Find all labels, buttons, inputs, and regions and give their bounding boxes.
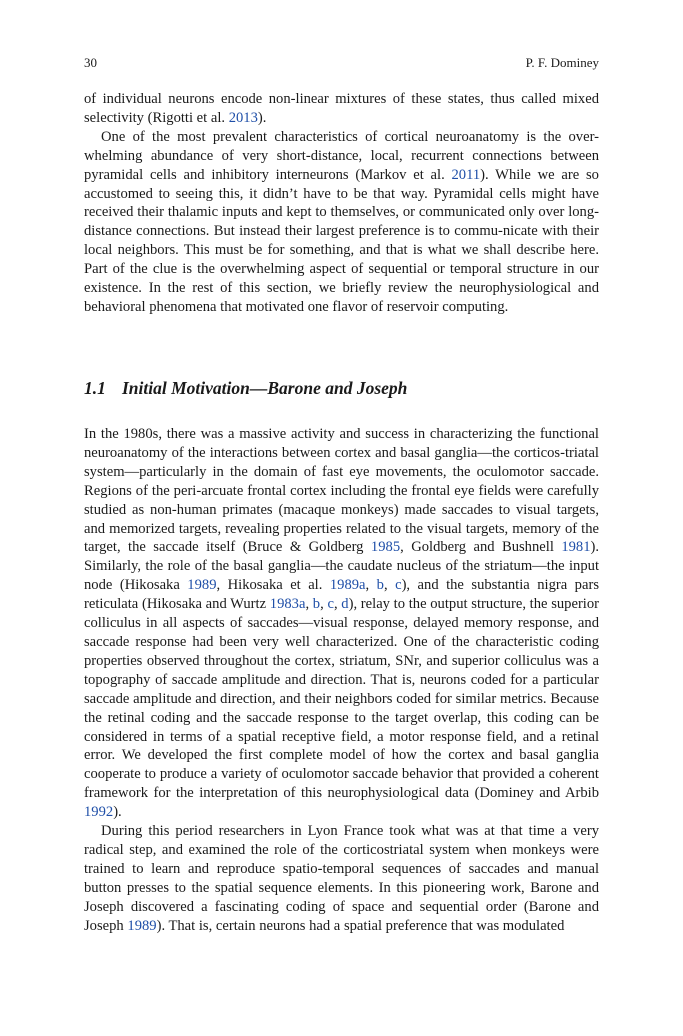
citation-link[interactable]: 2013 <box>228 109 258 126</box>
citation-link[interactable]: c <box>395 577 402 594</box>
citation-link[interactable]: 1989 <box>187 577 217 594</box>
citation-link[interactable]: d <box>341 596 349 613</box>
citation-link[interactable]: b <box>312 596 321 613</box>
citation-link[interactable]: 1989 <box>127 917 157 934</box>
citation-link[interactable]: 1985 <box>370 539 401 556</box>
running-author: P. F. Dominey <box>525 55 599 70</box>
section-title: Initial Motivation—Barone and Joseph <box>122 378 408 398</box>
paragraph-lyon: During this period researchers in Lyon France took what was at that time a very radical step, and examined the role of the corticostriatal system when monkeys were trained to learn and reproduce spatio-temporal sequences of saccades and manual button presses to the spatial sequence elements. In this pioneering work, Barone and Joseph discovered a fascinating coding of space and sequential order (Barone and Joseph 1989). That is, certain neurons had a spatial preference that was modulated <box>84 823 599 934</box>
section-heading <box>84 378 407 399</box>
paragraph-continuation: of individual neurons encode non-linear mixtures of these states, thus called mixed selectivity (Rigotti et al. 2013). <box>84 91 599 126</box>
paragraph-neuroanatomy: One of the most prevalent characteristics of cortical neuroanatomy is the over-whelming abundance of very short-distance, local, recurrent connections between pyramidal cells and inhibitory interneurons (Markov et al. 2011). While we are so accustomed to seeing this, it didn’t have to be that way. Pyramidal cells might have received their thalamic inputs and kept to themselves, or communicated only over long-distance connections. But instead their largest preference is to commu-nicate with their local neighbors. This must be for something, and that is what we shall describe here. Part of the clue is the overwhelming aspect of sequential or temporal structure in our existence. In the rest of this section, we briefly review the neurophysiological and behavioral phenomena that motivated one flavor of reservoir computing. <box>84 128 599 315</box>
citation-link[interactable]: c <box>327 596 334 613</box>
running-header <box>84 55 599 71</box>
citation-link[interactable]: 2011 <box>451 166 481 183</box>
citation-link[interactable]: 1983a <box>269 596 306 613</box>
paragraph-1980s: In the 1980s, there was a massive activity and success in characterizing the functional neuroanatomy of the interactions between cortex and basal ganglia—the corticos-triatal system—particularly in the domain of fast eye movements, the oculomotor saccade. Regions of the peri-arcuate frontal cortex including the frontal eye fields were carefully studied as non-human primates (macaque monkeys) made saccades to visual targets, and memorized targets, revealing properties related to the visual targets, memory of the target, the saccade itself (Bruce & Goldberg 1985, Goldberg and Bushnell 1981). Similarly, the role of the basal ganglia—the caudate nucleus of the striatum—the input node (Hikosaka 1989, Hikosaka et al. 1989a, b, c), and the substantia nigra pars reticulata (Hikosaka and Wurtz 1983a, b, c, d), relay to the output structure, the superior colliculus in all aspects of saccades—visual response, delayed memory response, and saccade response had been very well characterized. One of the characteristic coding properties observed throughout the cortex, striatum, SNr, and superior colliculus was a topography of saccade amplitude and direction. That is, neurons coded for a particular saccade amplitude and direction, and their neighbors coded for similar metrics. Because the retinal coding and the saccade response to the target overlap, this coding can be considered in terms of a spatial receptive field, a motor response field, and a retinal error. We developed the first complete model of how the cortex and basal ganglia cooperate to produce a variety of oculomotor saccade behavior that provided a coherent framework for the interpretation of this neurophysiological data (Dominey and Arbib 1992). <box>84 426 600 821</box>
citation-link[interactable]: b <box>376 577 384 594</box>
section-number: 1.1 <box>84 378 106 398</box>
citation-link[interactable]: 1992 <box>84 804 114 821</box>
body-text-upper <box>84 90 599 317</box>
page-number: 30 <box>84 55 97 70</box>
citation-link[interactable]: 1981 <box>561 539 591 556</box>
citation-link[interactable]: 1989a <box>329 577 366 594</box>
body-text-section <box>84 425 599 935</box>
